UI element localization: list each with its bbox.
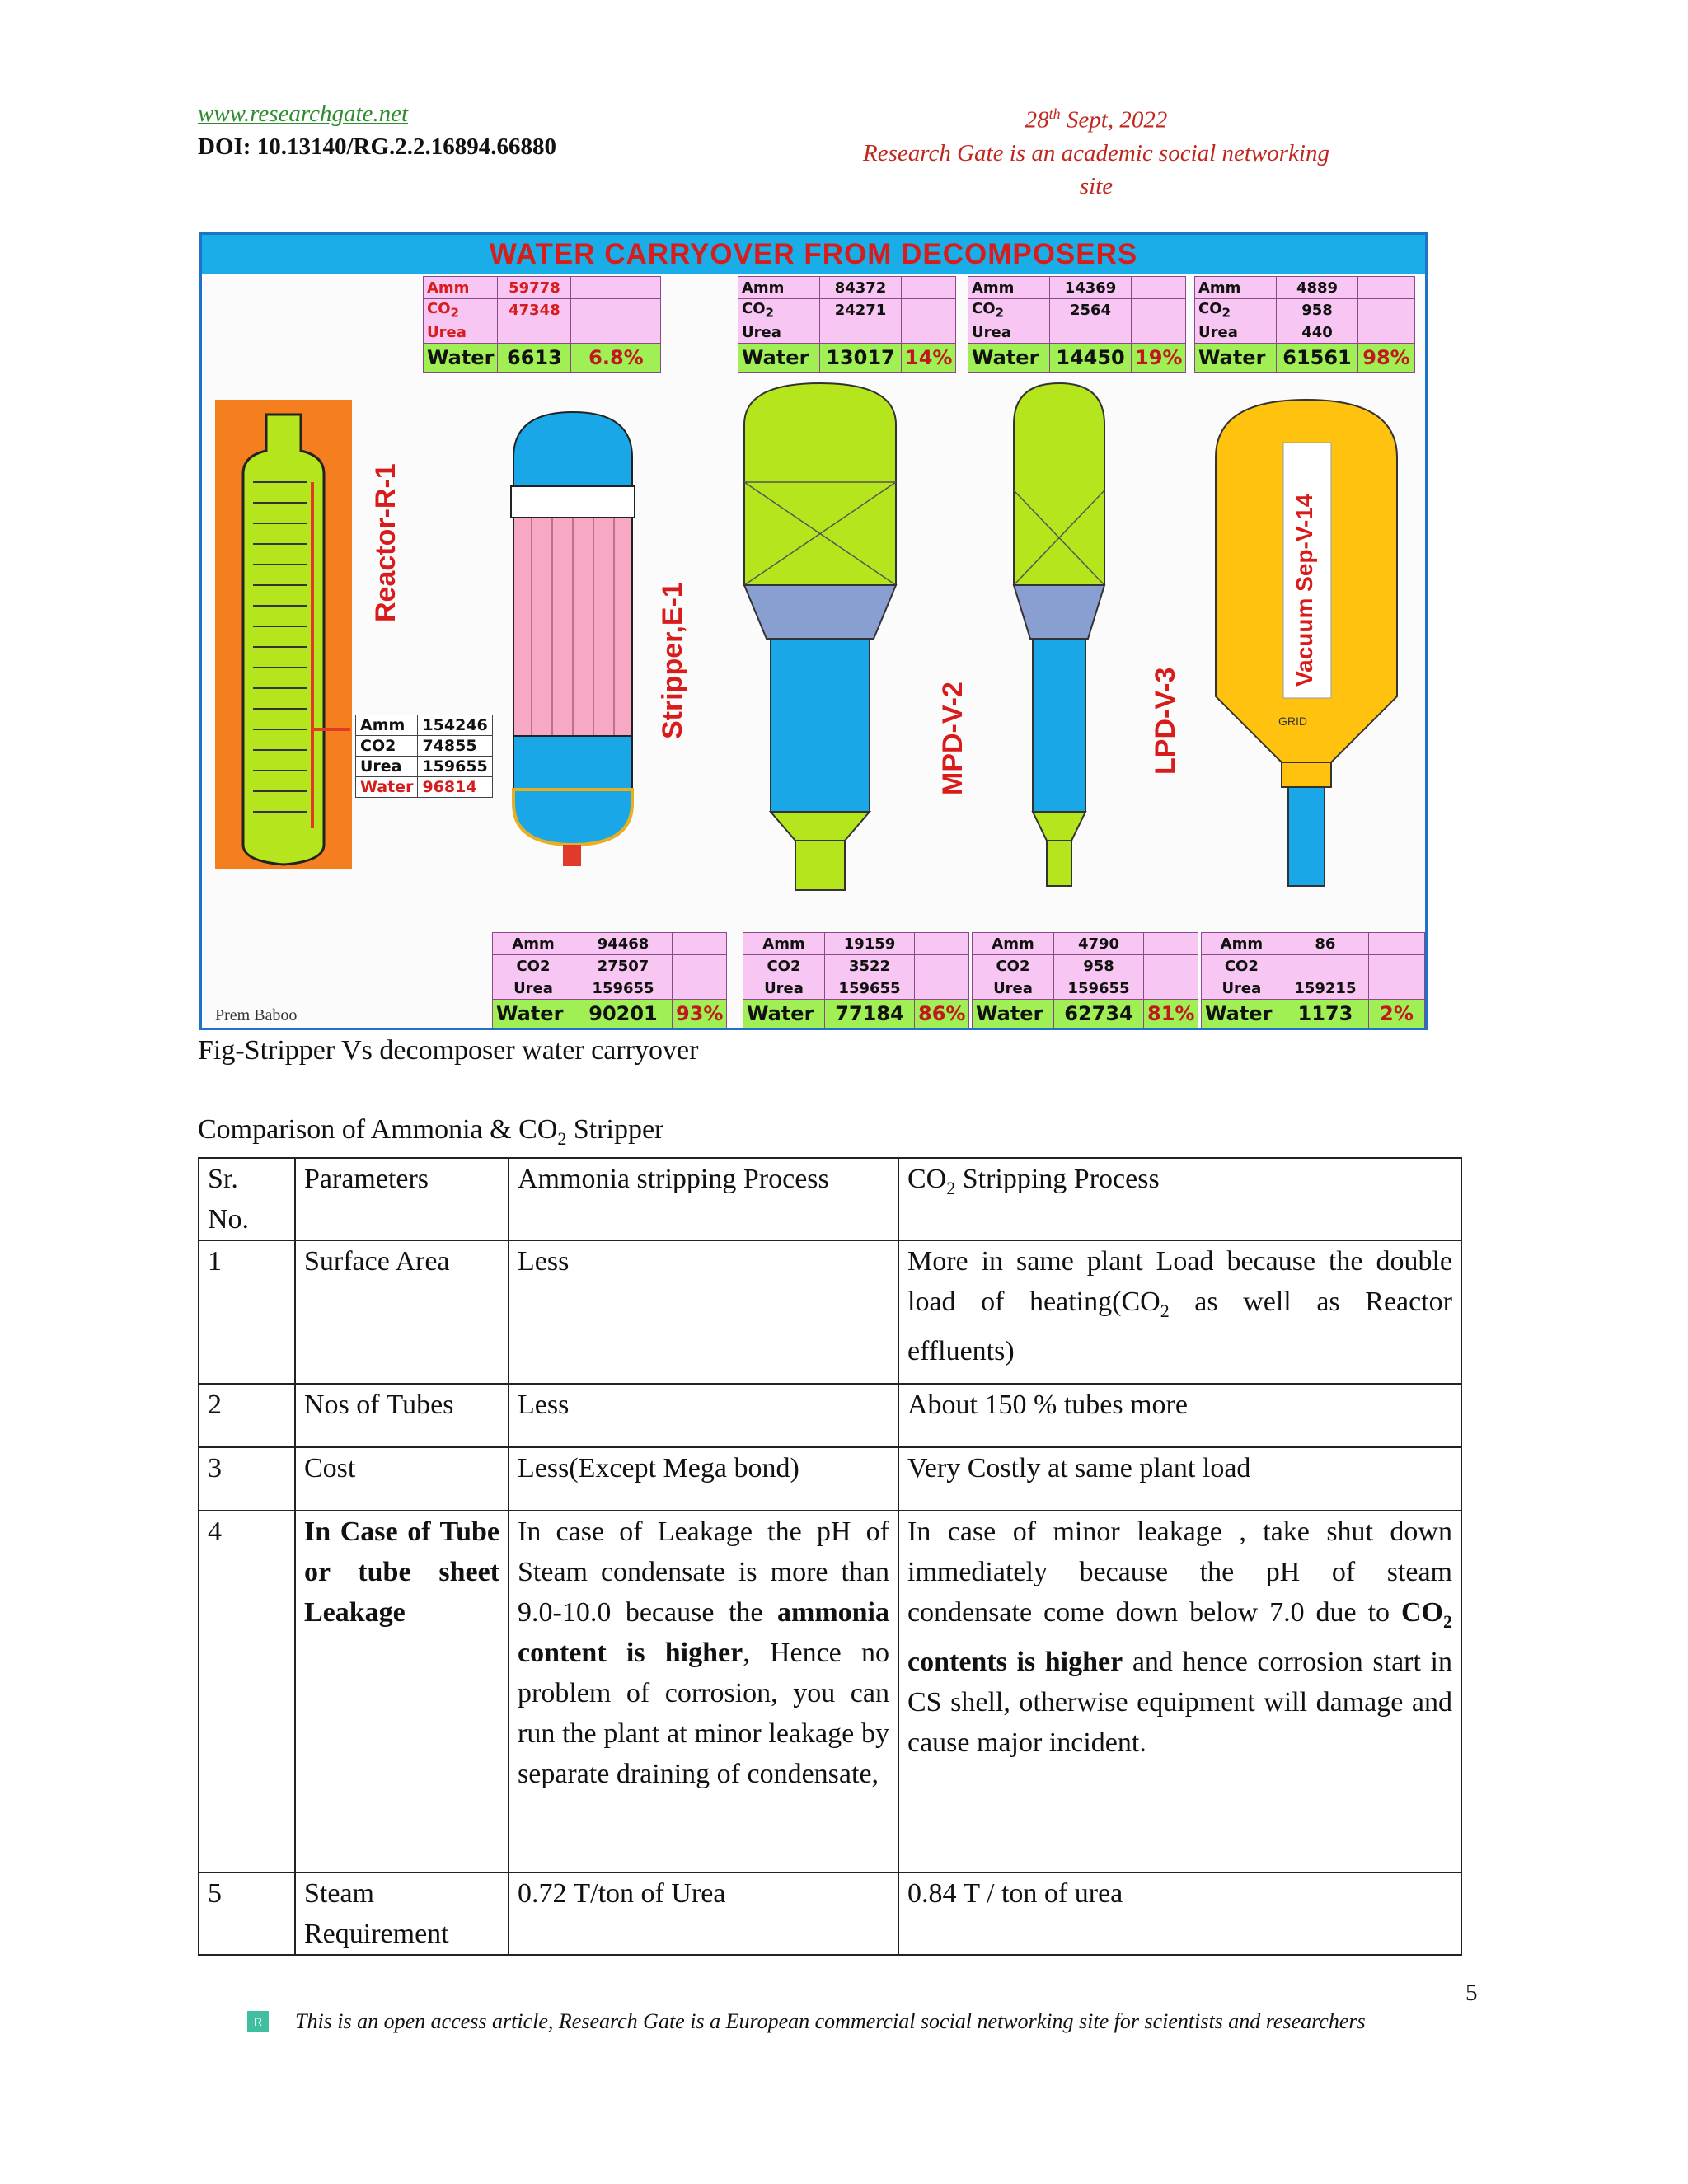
table-row: 1 Surface Area Less More in same plant Load because the double load of $heating(CO_2$ as well as Reactor effluents) [199, 1240, 1461, 1384]
label-reactor: Reactor-R-1 [370, 463, 401, 622]
figure-caption: Fig-Stripper Vs decomposer water carryover [198, 1035, 699, 1066]
figure-author: Prem Baboo [215, 1006, 298, 1024]
table-heading: Comparison of Ammonia & $CO_2$ Stripper [198, 1114, 664, 1149]
table-row: 2 Nos of Tubes Less About 150 % tubes more [199, 1384, 1461, 1447]
doi-label: DOI [198, 134, 243, 160]
stripper-drawing [511, 412, 635, 866]
water-carryover-figure [199, 232, 1428, 1030]
header-right [849, 97, 1343, 203]
lpd-drawing [1014, 383, 1104, 886]
table-header-row [199, 1158, 1461, 1240]
comparison-table [198, 1157, 1462, 1956]
mpd-drawing [744, 383, 896, 890]
bottom-table-stripper: Amm 94468 CO2 27507 Urea 159655 Water 90201 93% [492, 932, 727, 1029]
header-tagline: Research Gate is an academic social networking site [863, 139, 1329, 199]
page-number: 5 [1465, 1980, 1478, 2006]
header-date: 28th Sept, 2022 [1025, 105, 1168, 134]
label-stripper: Stripper,E-1 [657, 582, 688, 739]
researchgate-link[interactable]: www.researchgate.net [198, 101, 409, 127]
top-table-mpd: Amm 84372 $CO_2$ 24271 Urea Water 13017 14% [738, 276, 956, 373]
top-table-vacuum: Amm 4889 $CO_2$ 958 Urea 440 Water 61561 98% [1194, 276, 1415, 373]
bottom-table-vacuum: Amm 86 CO2 Urea 159215 Water 1173 2% [1201, 932, 1425, 1029]
doi-value: : 10.13140/RG.2.2.16894.66880 [242, 134, 557, 160]
header-parameters: Parameters [295, 1158, 509, 1240]
reactor-drawing [215, 400, 352, 869]
bottom-table-mpd: Amm 19159 CO2 3522 Urea 159655 Water 77184 86% [743, 932, 969, 1029]
doi-line [198, 130, 556, 163]
table-row: 5 Steam Requirement 0.72 T/ton of Urea 0.84 T / ton of urea [199, 1872, 1461, 1955]
figure-title: WATER CARRYOVER FROM DECOMPOSERS [489, 238, 1138, 270]
label-grid: GRID [1278, 715, 1307, 728]
header-left [198, 97, 556, 163]
table-row: 3 Cost Less(Except Mega bond) Very Costly at same plant load [199, 1447, 1461, 1511]
bottom-table-lpd: Amm 4790 CO2 958 Urea 159655 Water 62734 81% [972, 932, 1198, 1029]
label-vacuum: Vacuum Sep-V-14 [1292, 494, 1317, 687]
label-mpd: MPD-V-2 [937, 682, 968, 795]
header-co2: $CO_2$ Stripping Process [898, 1158, 1461, 1240]
top-table-lpd: Amm 14369 $CO_2$ 2564 Urea Water 14450 19% [968, 276, 1186, 373]
researchgate-logo-icon: R [247, 2011, 269, 2032]
reactor-table: Amm 154246 CO2 74855 Urea 159655 Water 96814 [355, 715, 493, 798]
header-ammonia: Ammonia stripping Process [509, 1158, 898, 1240]
table-row: 4 In Case of Tube or tube sheet Leakage In case of Leakage the pH of Steam condensate is more than 9.0-10.0 because the ammonia content is higher, Hence no problem of corrosion, you can run the plant at minor leakage by separate draining of condensate, In case of minor leakage , take shut down immediately because the pH of steam condensate come down below 7.0 due to $CO_2$ contents is higher and hence corrosion start in CS shell, otherwise equipment will damage and cause major incident. [199, 1511, 1461, 1872]
top-table-stripper: Amm 59778 $CO_2$ 47348 Urea Water 6613 6.8% [423, 276, 661, 373]
footer-note: This is an open access article, Research Gate is a European commercial social networking site for scientists and researchers [295, 2009, 1366, 2033]
header-sr: Sr. No. [199, 1158, 295, 1240]
label-lpd: LPD-V-3 [1150, 667, 1181, 775]
